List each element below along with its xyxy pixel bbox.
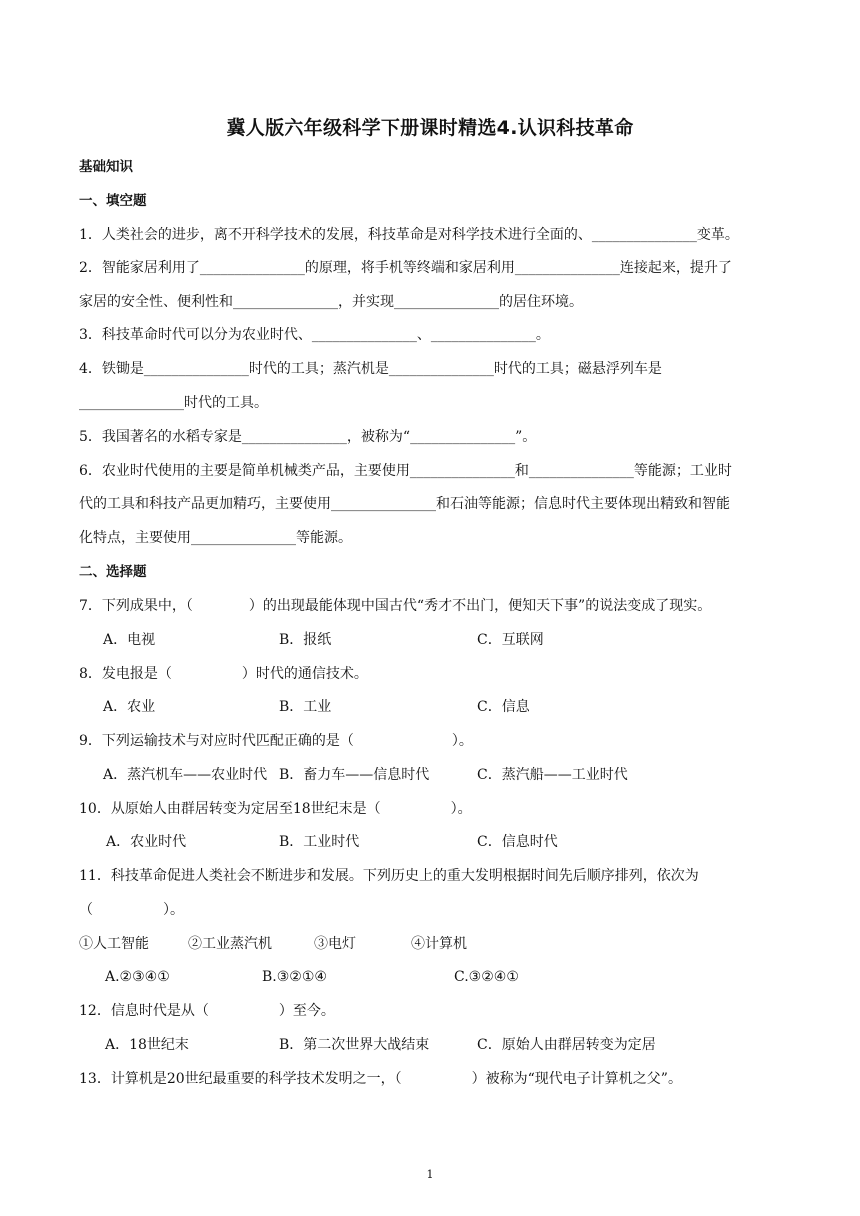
- question-6-line-1: 6．农业时代使用的主要是简单机械类产品，主要使用_______________和_______________等能源；工业时: [79, 463, 732, 479]
- question-11-item-2: ②工业蒸汽机: [188, 936, 272, 952]
- question-7: 7．下列成果中，（ ）的出现最能体现中国古代“秀才不出门，便知天下事”的说法变成了现实。: [79, 598, 712, 614]
- question-8-option-a: A．农业: [103, 699, 156, 715]
- section-fill-heading: 一、填空题: [79, 193, 147, 209]
- question-12-option-a: A．18世纪末: [105, 1037, 189, 1053]
- question-10-option-c: C．信息时代: [477, 834, 558, 850]
- question-13: 13．计算机是20世纪最重要的科学技术发明之一，（ ）被称为“现代电子计算机之父”。: [79, 1071, 682, 1087]
- question-9-option-b: B．畜力车——信息时代: [279, 767, 430, 783]
- question-4-line-2: _______________时代的工具。: [79, 395, 268, 411]
- question-8-option-c: C．信息: [477, 699, 530, 715]
- question-7-option-a: A．电视: [103, 632, 156, 648]
- question-10: 10．从原始人由群居转变为定居至18世纪末是（ ）。: [79, 801, 472, 817]
- question-1: 1．人类社会的进步，离不开科学技术的发展，科技革命是对科学技术进行全面的、_______________变革。: [79, 227, 739, 243]
- question-8: 8．发电报是（ ）时代的通信技术。: [79, 666, 368, 682]
- question-11-item-1: ①人工智能: [79, 936, 149, 952]
- question-3: 3．科技革命时代可以分为农业时代、_______________、_______________。: [79, 327, 550, 343]
- question-12: 12．信息时代是从（ ）至今。: [79, 1003, 335, 1019]
- question-12-option-b: B．第二次世界大战结束: [279, 1037, 430, 1053]
- question-11-option-a: A.②③④①: [105, 969, 170, 985]
- question-10-option-b: B．工业时代: [279, 834, 360, 850]
- question-9: 9．下列运输技术与对应时代匹配正确的是（ ）。: [79, 733, 473, 749]
- question-5: 5．我国著名的水稻专家是_______________，被称为“_______________”。: [79, 429, 537, 445]
- question-4-line-1: 4．铁锄是_______________时代的工具；蒸汽机是_______________时代的工具；磁悬浮列车是: [79, 361, 662, 377]
- page-title: 冀人版六年级科学下册课时精选4.认识科技革命: [226, 117, 634, 139]
- question-11-option-c: C.③②④①: [454, 969, 519, 985]
- question-10-option-a: A．农业时代: [106, 834, 187, 850]
- question-11-item-4: ④计算机: [411, 936, 467, 952]
- question-11-line-2: （ ）。: [79, 902, 184, 918]
- question-6-line-3: 化特点，主要使用_______________等能源。: [79, 530, 352, 546]
- question-11-option-b: B.③②①④: [262, 969, 327, 985]
- question-2-line-2: 家居的安全性、便利性和_______________，并实现_______________的居住环境。: [79, 294, 583, 310]
- question-8-option-b: B．工业: [279, 699, 332, 715]
- question-7-option-b: B．报纸: [279, 632, 332, 648]
- question-7-option-c: C．互联网: [477, 632, 544, 648]
- question-2-line-1: 2．智能家居利用了_______________的原理，将手机等终端和家居利用_______________连接起来，提升了: [79, 260, 732, 276]
- question-9-option-a: A．蒸汽机车——农业时代: [103, 767, 268, 783]
- question-11-line-1: 11．科技革命促进人类社会不断进步和发展。下列历史上的重大发明根据时间先后顺序排列，依次为: [79, 868, 699, 884]
- question-12-option-c: C．原始人由群居转变为定居: [477, 1037, 656, 1053]
- question-6-line-2: 代的工具和科技产品更加精巧，主要使用_______________和石油等能源；信息时代主要体现出精致和智能: [79, 496, 730, 512]
- page-number: 1: [426, 1168, 434, 1181]
- section-choice-heading: 二、选择题: [79, 564, 147, 580]
- question-9-option-c: C．蒸汽船——工业时代: [477, 767, 628, 783]
- question-11-item-3: ③电灯: [314, 936, 356, 952]
- section-basic-heading: 基础知识: [79, 159, 133, 175]
